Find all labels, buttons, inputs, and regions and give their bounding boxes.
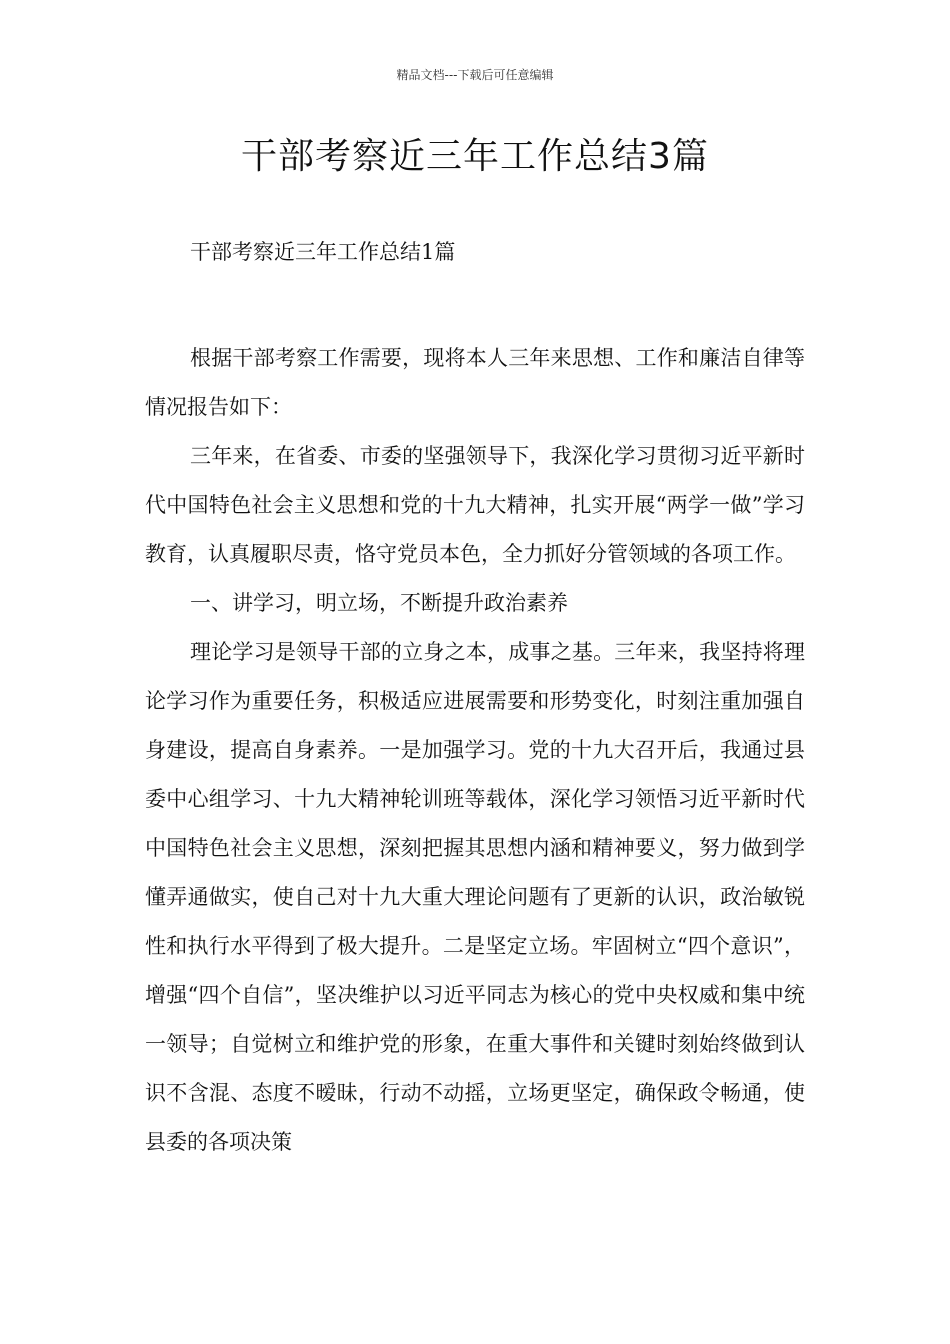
section-heading-1: 一、讲学习，明立场，不断提升政治素养 — [190, 591, 568, 615]
document-title: 干部考察近三年工作总结3篇 — [241, 136, 709, 177]
paragraph-overview: 三年来，在省委、市委的坚强领导下，我深化学习贯彻习近平新时代中国特色社会主义思想和党的十九大精神，扎实开展“两学一做”学习教育，认真履职尽责，恪守党员本色，全力抓好分管领域的各项工作。 — [145, 444, 805, 566]
document-subtitle: 干部考察近三年工作总结1篇 — [190, 240, 456, 264]
document-body — [145, 334, 805, 1167]
paragraph-study: 理论学习是领导干部的立身之本，成事之基。三年来，我坚持将理论学习作为重要任务，积极适应进展需要和形势变化，时刻注重加强自身建设，提高自身素养。一是加强学习。党的十九大召开后，我通过县委中心组学习、十九大精神轮训班等载体，深化学习领悟习近平新时代中国特色社会主义思想，深刻把握其思想内涵和精神要义，努力做到学懂弄通做实，使自己对十九大重大理论问题有了更新的认识，政治敏锐性和执行水平得到了极大提升。二是坚定立场。牢固树立“四个意识”，增强“四个自信”，坚决维护以习近平同志为核心的党中央权威和集中统一领导；自觉树立和维护党的形象，在重大事件和关键时刻始终做到认识不含混、态度不暧昧，行动不动摇，立场更坚定，确保政令畅通，使县委的各项决策 — [145, 640, 805, 1154]
header-note: 精品文档---下载后可任意编辑 — [396, 68, 554, 82]
paragraph-intro: 根据干部考察工作需要，现将本人三年来思想、工作和廉洁自律等情况报告如下： — [145, 346, 805, 419]
